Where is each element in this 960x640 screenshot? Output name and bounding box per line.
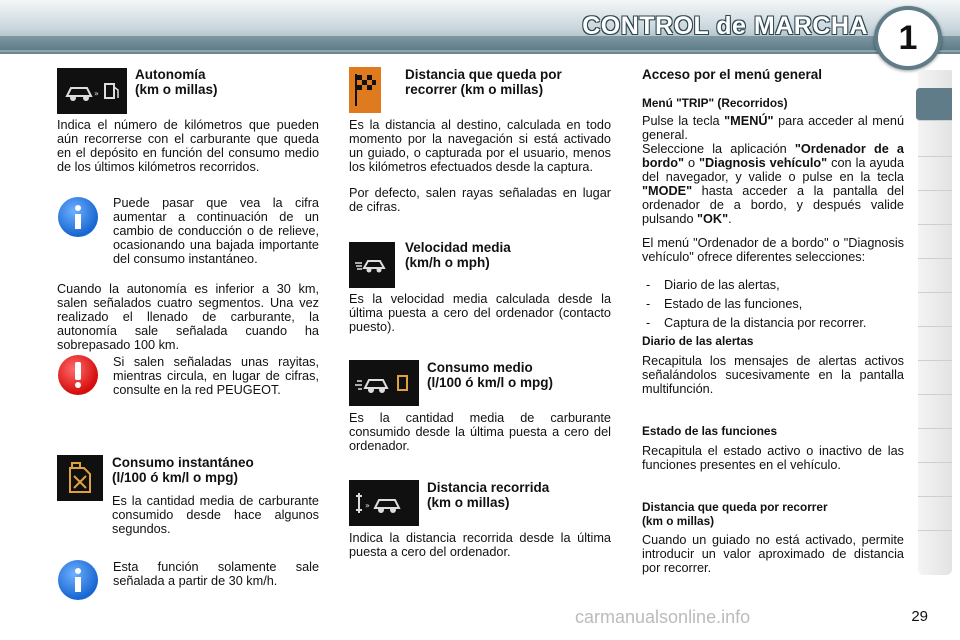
car-fuel-range-icon [57, 68, 127, 114]
chapter-tab[interactable] [918, 166, 952, 191]
chapter-tab[interactable] [918, 472, 952, 497]
checkered-flag-icon [349, 67, 381, 113]
heading-line: (km o millas) [135, 82, 218, 97]
list-item: - Estado de las funciones, [642, 297, 904, 311]
chapter-tab[interactable] [918, 132, 952, 157]
distancia-recorrida-body: Indica la distancia recorrida desde la última puesta a cero del ordenador. [349, 531, 611, 559]
chapter-tab[interactable] [918, 438, 952, 463]
heading-line: (km o millas) [642, 514, 715, 528]
list-item: - Diario de las alertas, [642, 278, 904, 292]
text: hasta acceder a la pantalla del ordenador de a bordo, y después valide pulsando [642, 184, 904, 226]
distancia-body: Cuando un guiado no está activado, permite introducir un valor aproximado de distancia por recorrer. [642, 533, 904, 575]
autonomia-low-body: Cuando la autonomía es inferior a 30 km, salen señalados cuatro segmentos. Una vez realizado el llenado de carburante, la autonomía sale señalada cuando ha sobrepasado 100 km. [57, 282, 319, 352]
warning-note: Si salen señaladas unas rayitas, mientras circula, en lugar de cifras, consulte en la red PEUGEOT. [113, 355, 319, 397]
heading-line: Autonomía [135, 67, 206, 82]
consumo-medio-body: Es la cantidad media de carburante consumido desde la última puesta a cero del ordenador. [349, 411, 611, 453]
consumo-medio-heading [427, 360, 617, 390]
distancia-heading [642, 500, 904, 528]
text: Pulse la tecla [642, 114, 725, 128]
heading-line: Distancia que queda por recorrer [642, 500, 828, 514]
velocidad-media-body: Es la velocidad media calculada desde la última puesta a cero del ordenador (contacto puesto). [349, 292, 611, 334]
chapter-tab[interactable] [918, 234, 952, 259]
mode-key-label: "MODE" [642, 184, 693, 198]
car-speed-icon [349, 242, 395, 288]
chapter-badge: 1 [874, 6, 942, 70]
diario-heading: Diario de las alertas [642, 334, 754, 348]
consumo-instantaneo-body: Es la cantidad media de carburante consumido desde hace algunos segundos. [112, 494, 319, 536]
heading-line: Distancia que queda por [405, 67, 562, 82]
text: . [728, 212, 732, 226]
app-label: "Ordenador de a bordo" [642, 142, 904, 170]
chapter-tab[interactable] [918, 200, 952, 225]
heading-line: Distancia recorrida [427, 480, 550, 495]
chapter-tab[interactable] [918, 268, 952, 293]
page-title: CONTROL de MARCHA [582, 12, 868, 40]
distancia-queda-body: Es la distancia al destino, calculada en todo momento por la navegación si está activado un guiado, o capturada por el usuario, menos los kilómetros efectuados desde la captura. [349, 118, 611, 174]
heading-line: (l/100 ó km/l o mpg) [112, 470, 239, 485]
menu-paragraph-1 [642, 114, 904, 142]
text: con la ayuda del navegador, y valide o pulse en la tecla [642, 156, 904, 184]
heading-line: recorrer (km o millas) [405, 82, 544, 97]
estado-body: Recapitula el estado activo o inactivo de las funciones presentes en el vehículo. [642, 444, 904, 472]
menu-key-label: "MENÚ" [724, 114, 774, 128]
heading-line: (km o millas) [427, 495, 510, 510]
heading-line: Velocidad media [405, 240, 511, 255]
heading-line: (km/h o mph) [405, 255, 490, 270]
chapter-tab-active[interactable] [916, 88, 952, 121]
info-note-autonomia: Puede pasar que vea la cifra aumentar a continuación de un cambio de conducción o de relieve, ocasionando una bajada importante del consumo instantáneo. [113, 196, 319, 266]
chapter-tab[interactable] [918, 336, 952, 361]
text: Seleccione la aplicación [642, 142, 795, 156]
svg-text:»: » [365, 501, 370, 510]
chapter-tab[interactable] [918, 370, 952, 395]
heading-line: Consumo medio [427, 360, 533, 375]
info-note-speed: Esta función solamente sale señalada a partir de 30 km/h. [113, 560, 319, 588]
heading-line: Consumo instantáneo [112, 455, 254, 470]
car-fuel-consumption-icon [349, 360, 419, 406]
svg-text:»: » [94, 89, 99, 98]
info-icon [58, 197, 98, 237]
distancia-recorrida-heading [427, 480, 617, 510]
section-heading-menu: Acceso por el menú general [642, 67, 823, 82]
menu-paragraph-3: El menú "Ordenador de a bordo" o "Diagnosis vehículo" ofrece diferentes selecciones: [642, 236, 904, 264]
trip-menu-heading: Menú "TRIP" (Recorridos) [642, 96, 788, 110]
warning-icon [58, 355, 98, 395]
autonomia-heading [135, 67, 335, 97]
info-icon [58, 560, 98, 600]
page-header [0, 0, 960, 54]
menu-paragraph-2 [642, 142, 904, 226]
distancia-queda-default: Por defecto, salen rayas señaladas en lugar de cifras. [349, 186, 611, 214]
fuel-can-icon [57, 455, 103, 501]
chapter-tab-strip [918, 70, 952, 575]
watermark: carmanualsonline.info [575, 607, 751, 627]
text: para acceder al menú general. [642, 114, 904, 142]
heading-line: (l/100 ó km/l o mpg) [427, 375, 554, 390]
chapter-tab[interactable] [918, 506, 952, 531]
distancia-queda-heading [405, 67, 620, 97]
ok-key-label: "OK" [697, 212, 729, 226]
estado-heading: Estado de las funciones [642, 424, 778, 438]
selection-list [642, 278, 904, 335]
consumo-instantaneo-heading [112, 455, 322, 485]
chapter-tab[interactable] [918, 404, 952, 429]
list-item: - Captura de la distancia por recorrer. [642, 316, 904, 330]
car-distance-icon [349, 480, 419, 526]
app-label: "Diagnosis vehículo" [699, 156, 828, 170]
page-number: 29 [911, 608, 928, 625]
diario-body: Recapitula los mensajes de alertas activos señalándolos sucesivamente en la pantalla multifunción. [642, 354, 904, 396]
autonomia-body: Indica el número de kilómetros que pueden aún recorrerse con el carburante que queda en el depósito en función del consumo medio de los últimos kilómetros recorridos. [57, 118, 319, 174]
chapter-tab[interactable] [918, 302, 952, 327]
text: o [683, 156, 699, 170]
velocidad-media-heading [405, 240, 615, 270]
